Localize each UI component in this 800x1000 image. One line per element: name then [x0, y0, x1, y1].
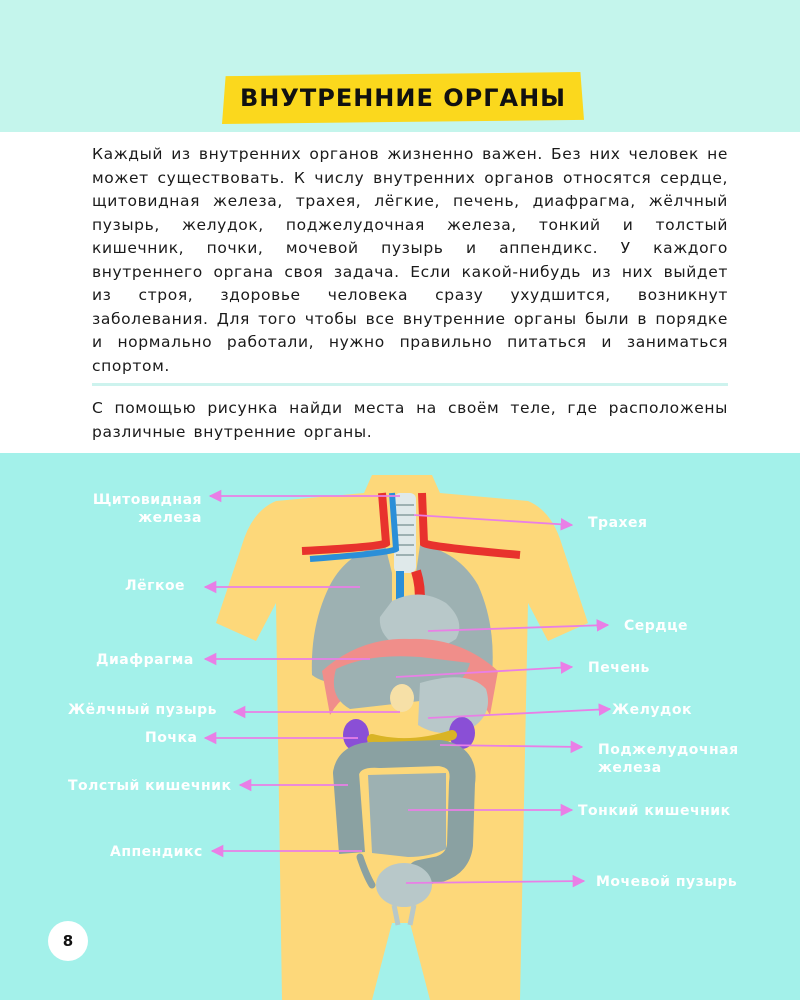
label-heart: Сердце	[624, 618, 688, 634]
small-intestine	[368, 773, 446, 857]
bladder-shape	[376, 863, 432, 907]
gallbladder-shape	[390, 684, 414, 712]
task-paragraph: С помощью рисунка найди места на своём теле, где расположены различные внутренние органы.	[92, 399, 728, 441]
label-appendix: Аппендикс	[110, 844, 203, 860]
label-large-intestine: Толстый кишечник	[68, 778, 232, 794]
label-diaphragm: Диафрагма	[96, 652, 194, 668]
label-kidney: Почка	[145, 730, 198, 746]
label-pancreas: Поджелудочная железа	[598, 742, 739, 776]
label-trachea: Трахея	[588, 515, 648, 531]
label-thyroid: Щитовидная железа	[92, 492, 202, 526]
divider	[92, 383, 728, 386]
label-gallbladder: Жёлчный пузырь	[68, 702, 217, 718]
organ-diagram	[0, 453, 800, 1000]
body-illustration	[0, 453, 800, 1000]
label-liver: Печень	[588, 660, 650, 676]
label-stomach: Желудок	[612, 702, 692, 718]
page-number: 8	[48, 921, 88, 961]
label-lung: Лёгкое	[125, 578, 186, 594]
label-small-intestine: Тонкий кишечник	[578, 803, 731, 819]
page-title: ВНУТРЕННИЕ ОРГАНЫ	[239, 84, 567, 112]
label-bladder: Мочевой пузырь	[596, 874, 738, 890]
intro-paragraph: Каждый из внутренних органов жизненно важен. Без них человек не может существовать. К числу внутренних органов относятся сердце, щитовидная железа, трахея, лёгкие, печень, диафрагма, жёлчный пузырь, желудок, поджелудочная железа, тонкий и толстый кишечник, почки, мочевой пузырь и аппендикс. У каждого внутреннего органа своя задача. Если какой-нибудь из них выйдет из строя, здоровье человека сразу ухудшится, возникнут заболевания. Для того чтобы все внутренние органы были в порядке и нормально работали, нужно правильно питаться и заниматься спортом.	[92, 145, 728, 375]
